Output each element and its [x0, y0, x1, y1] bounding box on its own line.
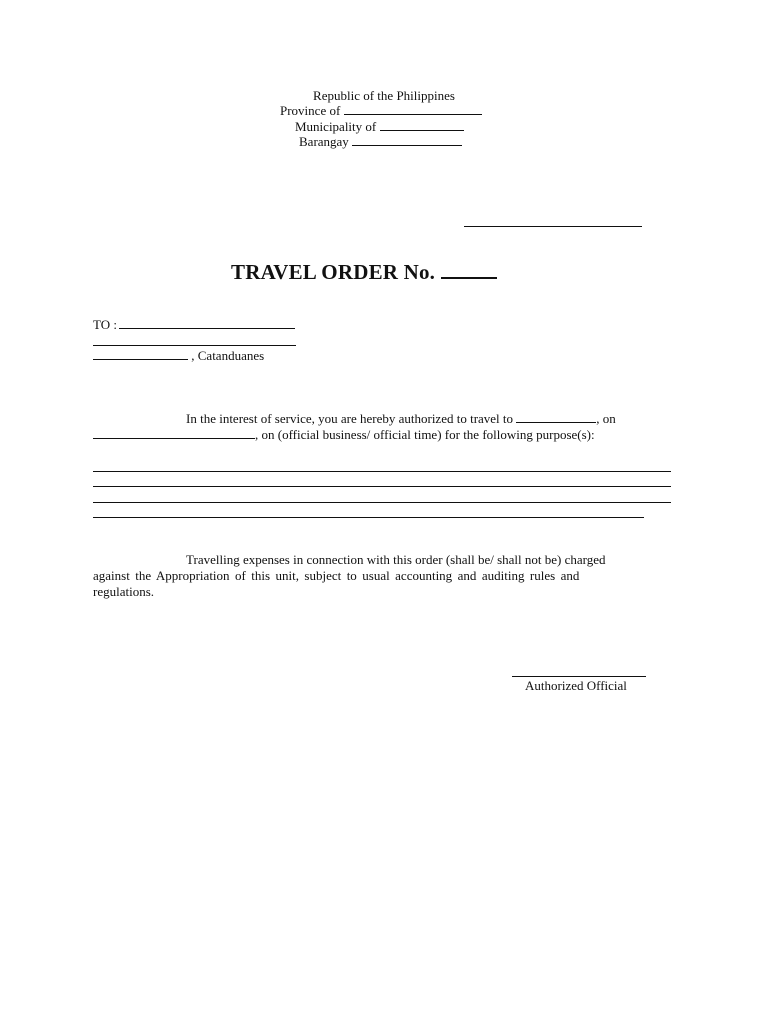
purpose-line-2[interactable] [93, 486, 671, 487]
header-barangay [299, 134, 462, 150]
signature-label-text: Authorized Official [525, 678, 627, 693]
paragraph2-line3 [93, 584, 154, 600]
province-label: Province of [280, 103, 341, 118]
paragraph2-line2 [93, 568, 674, 584]
paragraph2-line1-text: Travelling expenses in connection with this order (shall be/ shall not be) charged [186, 552, 606, 567]
addressee-location-line [93, 348, 264, 364]
republic-text: Republic of the Philippines [313, 88, 455, 103]
paragraph2-line3-text: regulations. [93, 584, 155, 599]
purpose-line-4[interactable] [93, 517, 644, 518]
header-republic [0, 88, 768, 104]
municipality-blank[interactable] [380, 130, 464, 131]
province-blank[interactable] [344, 114, 482, 115]
signature-label [525, 678, 627, 694]
title-text: TRAVEL ORDER No. [231, 260, 436, 284]
addressee-line-2[interactable] [93, 345, 296, 346]
purpose-line-3[interactable] [93, 502, 671, 503]
header-municipality [295, 119, 464, 135]
paragraph1-line2 [93, 427, 595, 443]
location-suffix: , Catanduanes [191, 348, 265, 363]
paragraph2-line1 [186, 552, 674, 568]
destination-blank[interactable] [516, 422, 596, 423]
order-number-blank[interactable] [441, 277, 497, 279]
signature-line[interactable] [512, 676, 646, 677]
paragraph1-line1 [186, 411, 616, 427]
to-line [93, 317, 295, 333]
barangay-blank[interactable] [352, 145, 462, 146]
page-title [231, 260, 497, 285]
paragraph2-line2-text: against the Appropriation of this unit, subject to usual accounting and auditing rules and [93, 568, 580, 583]
barangay-label: Barangay [299, 134, 349, 149]
date-line[interactable] [464, 226, 642, 227]
municipality-label: Municipality of [295, 119, 377, 134]
header-province [280, 103, 482, 119]
paragraph1-part1: In the interest of service, you are hereby authorized to travel to [186, 411, 514, 426]
paragraph1-part2: , on [596, 411, 616, 426]
paragraph1-part3: , on (official business/ official time) for the following purpose(s): [255, 427, 595, 442]
purpose-line-1[interactable] [93, 471, 671, 472]
location-blank[interactable] [93, 359, 188, 360]
to-blank[interactable] [119, 328, 295, 329]
travel-date-blank[interactable] [93, 438, 255, 439]
to-label: TO : [93, 317, 117, 332]
